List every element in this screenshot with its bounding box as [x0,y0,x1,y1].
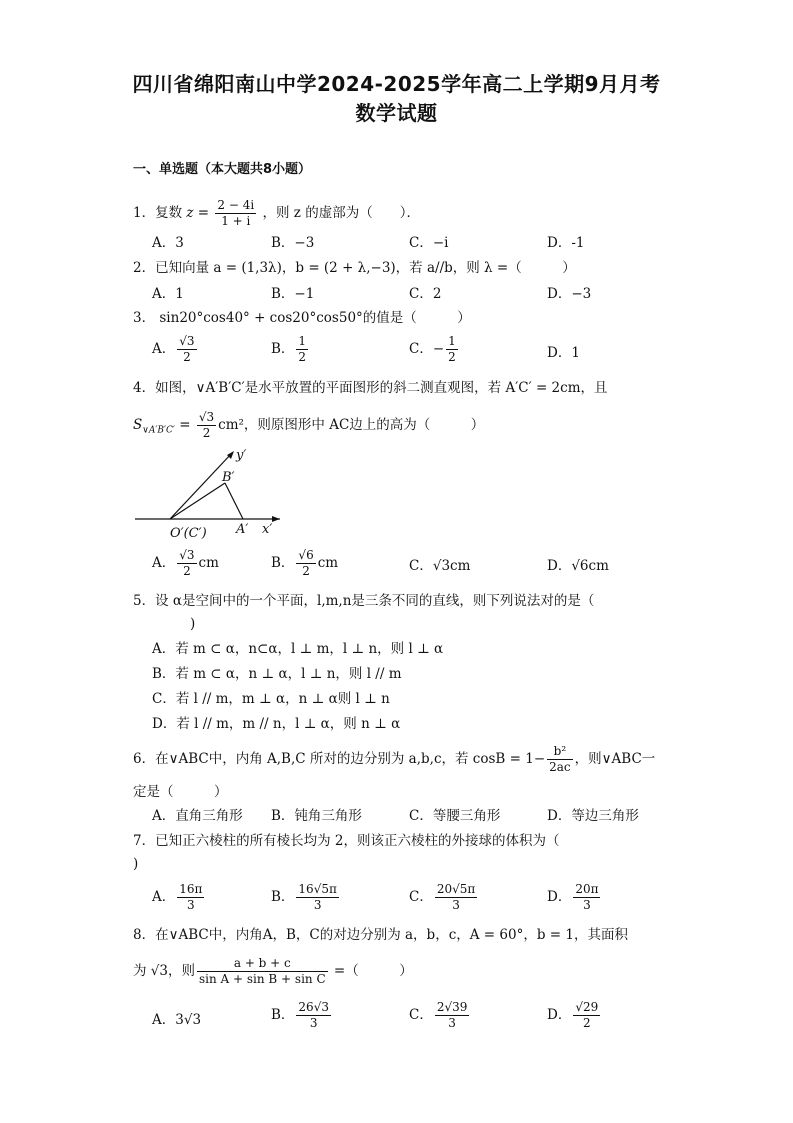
q5-option-b: B．若 m ⊂ α，n ⊥ α，l ⊥ n，则 l // m [152,666,402,682]
question-8-line2: 为 √3，则 $\frac{a + b + c}{\text{sin A + sin B + sin C}}$ =（ ） [133,956,413,986]
q8-option-d: D． $\frac{√29}{2}$ [547,1000,599,1030]
y-label: y′ [236,448,247,463]
q1-option-d: D．-1 [547,235,585,251]
q2-option-d: D．−3 [547,286,592,302]
q7-option-d: D． $\frac{20\pi}{3}$ [547,882,599,912]
section-heading: 一、单选题（本大题共8小题） [133,162,312,177]
question-5-line1: 5．设 α是空间中的一个平面，l,m,n是三条不同的直线，则下列说法对的是（ [133,593,595,609]
q2-option-c: C．2 [409,286,442,302]
page-subtitle: 数学试题 [355,101,438,125]
side-b-a [225,483,243,519]
q1-den: 1 + i [221,214,251,228]
q3-option-d: D．1 [547,345,580,361]
x-axis-arrow [272,516,280,522]
q8-option-c: C． $\frac{2√39}{3}$ [409,1000,468,1030]
q6-option-a: A．直角三角形 [152,808,243,824]
q2-option-a: A．1 [152,286,184,302]
q1-z: z = [186,205,210,221]
side-o-b [170,483,225,519]
b-label: B′ [222,470,235,485]
q6-option-c: C．等腰三角形 [409,808,501,824]
question-4-line1: 4．如图，∨A′B′C′是水平放置的平面图形的斜二测直观图，若 A′C′ = 2cm，且 [133,380,608,396]
q4-option-a: A． $\frac{√3}{2}$ cm [152,548,219,578]
q1-option-a: A．3 [152,235,184,251]
x-label: x′ [262,522,273,537]
q6-option-d: D．等边三角形 [547,808,639,824]
q1-suffix: ，则 z 的虚部为（ ）． [262,205,420,221]
q6-option-b: B．钝角三角形 [271,808,362,824]
q2-option-b: B．−1 [271,286,315,302]
q1-num: 2 − 4i [217,198,255,212]
q4-option-b: B． $\frac{√6}{2}$ cm [271,548,339,578]
question-7-line1: 7．已知正六棱柱的所有棱长均为 2，则该正六棱柱的外接球的体积为（ [133,833,560,849]
question-6-line2: 定是（ ） [133,784,228,800]
question-6-line1: 6．在∨ABC中，内角 A,B,C 所对的边分别为 a,b,c，若 cosB = 1− $\frac{\text{b²}}{2ac}$ ，则∨ABC一 [133,744,656,774]
q1-fraction [215,198,256,229]
q3-option-a: A． $\frac{√3}{2}$ [152,334,195,364]
q5-option-a: A．若 m ⊂ α，n⊂α，l ⊥ m，l ⊥ n，则 l ⊥ α [152,641,444,657]
o-label: O′(C′) [170,526,207,541]
q3-option-c: C．− $\frac{1}{2}$ [409,334,456,364]
a-label: A′ [236,522,249,537]
question-5-line2: ) [190,616,196,632]
q8-option-b: B． $\frac{26√3}{3}$ [271,1000,329,1030]
oblique-projection-figure [130,445,290,545]
y-axis [170,453,232,519]
q1-prefix: 1．复数 [133,205,183,221]
question-2: 2．已知向量 a = (1,3λ)，b = (2 + λ,−3)，若 a//b，则 λ =（ ） [133,260,576,276]
q4-option-d: D．√6cm [547,558,609,574]
q5-option-c: C．若 l // m，m ⊥ α，n ⊥ α则 l ⊥ n [152,691,390,707]
q1-option-b: B．−3 [271,235,315,251]
q7-option-b: B． $\frac{16√5\pi}{3}$ [271,882,337,912]
q3-option-b: B． $\frac{1}{2}$ [271,334,307,364]
q7-option-a: A． $\frac{16\pi}{3}$ [152,882,203,912]
q8-option-a: A．3√3 [152,1012,202,1028]
question-3: 3． sin20°cos40° + cos20°cos50°的值是（ ） [133,310,471,326]
question-1 [133,198,420,229]
q5-option-d: D．若 l // m，m // n，l ⊥ α，则 n ⊥ α [152,716,401,732]
question-8-line1: 8．在∨ABC中，内角A，B，C的对边分别为 a，b，c，A = 60°，b = 1，其面积 [133,927,628,943]
question-7-line2: ) [133,856,139,872]
q7-option-c: C． $\frac{20√5\pi}{3}$ [409,882,476,912]
q1-option-c: C．−i [409,235,449,251]
q4-option-c: C．√3cm [409,558,471,574]
page-title: 四川省绵阳南山中学2024-2025学年高二上学期9月月考 [132,72,661,96]
question-4-line2: $S_{\vee A'B'C'}$ = $\frac{√3}{2}$ cm²，则原图形中 AC边上的高为（ ） [133,410,485,440]
